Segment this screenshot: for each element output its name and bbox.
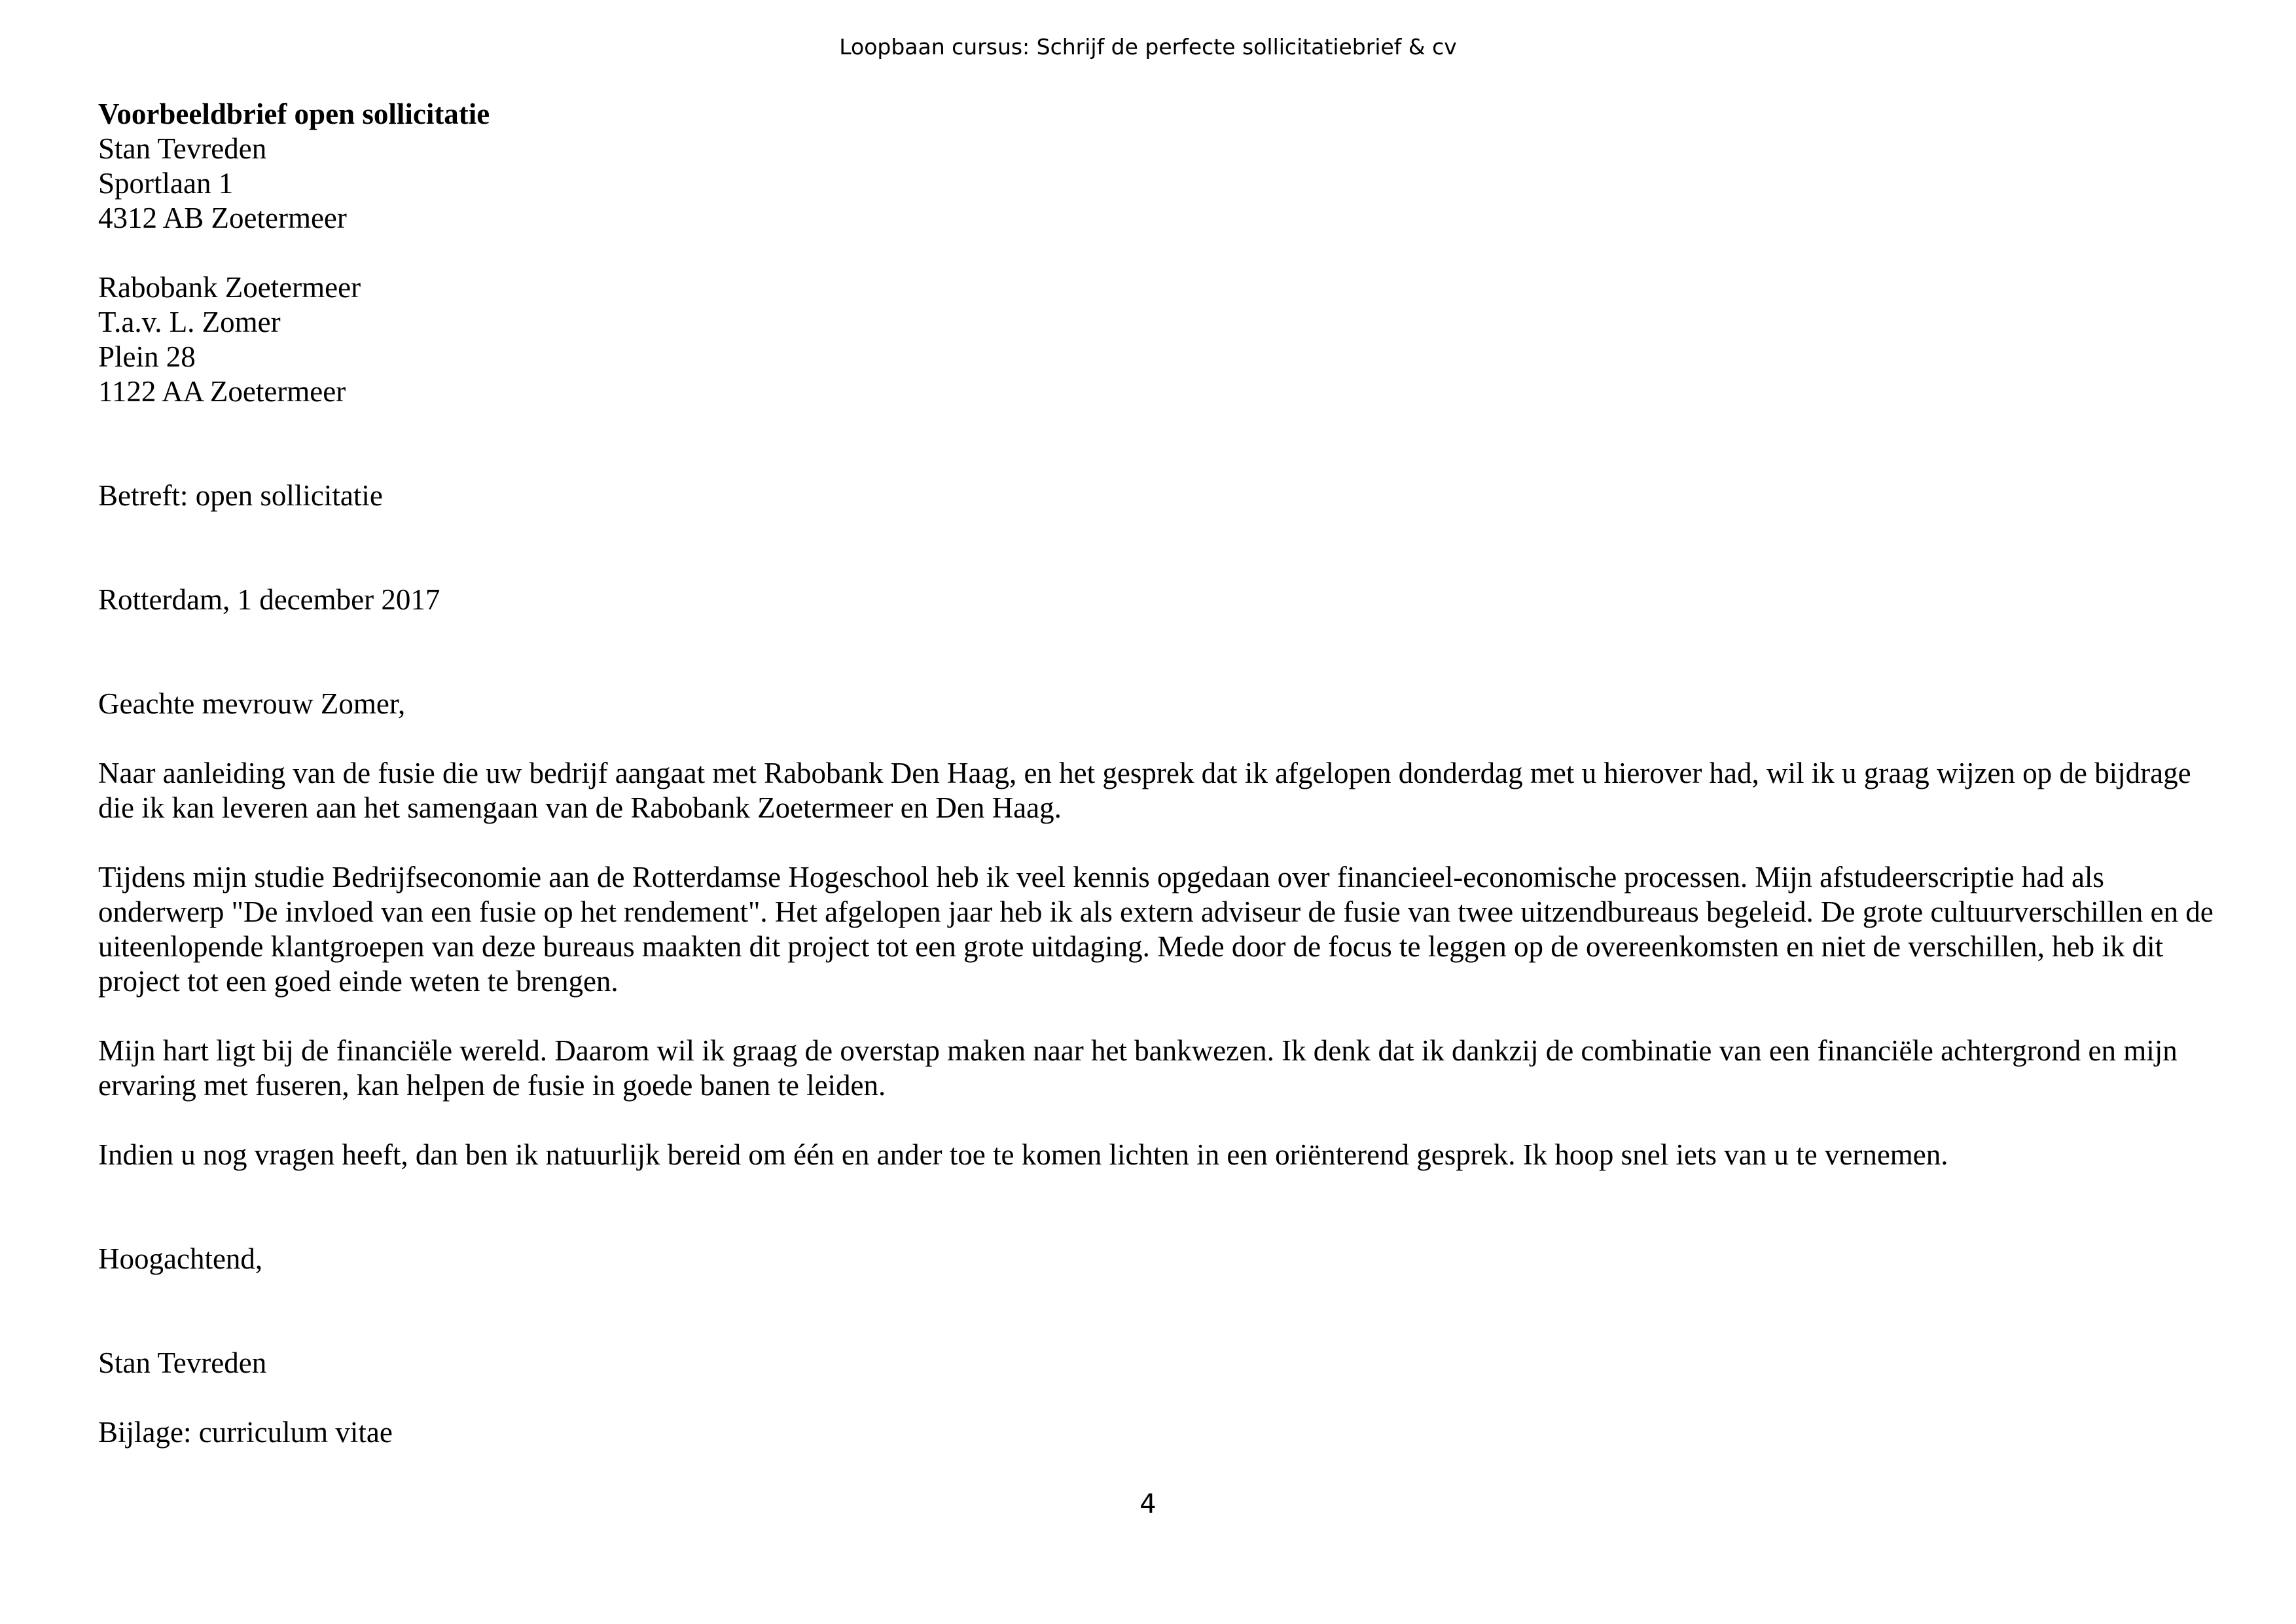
body-paragraph: Indien u nog vragen heeft, dan ben ik natuurlijk bereid om één en ander toe te komen lichten in een oriënterend gesprek. Ik hoop snel iets van u te vernemen. [98, 1138, 1948, 1171]
subject-line: Betreft: open sollicitatie [98, 479, 383, 512]
sender-postal-city: 4312 AB Zoetermeer [98, 202, 347, 234]
closing: Hoogachtend, [98, 1242, 263, 1275]
salutation: Geachte mevrouw Zomer, [98, 687, 406, 720]
page-number: 4 [1139, 1489, 1157, 1519]
body-paragraph: Tijdens mijn studie Bedrijfseconomie aan de Rotterdamse Hogeschool heb ik veel kennis opgedaan over financieel-economische processen. Mijn afstudeerscriptie had als onderwerp "De invloed van een fusie op het rendement". Het afgelopen jaar heb ik als extern adviseur de fusie van twee uitzendbureaus begeleid. De grote cultuurverschillen en de uiteenlopende klantgroepen van deze bureaus maakten dit project tot een grote uitdaging. Mede door de focus te leggen op de overeenkomsten en niet de verschillen, heb ik dit project tot een goed einde weten te brengen. [98, 861, 2214, 998]
place-date: Rotterdam, 1 december 2017 [98, 583, 440, 616]
body-paragraph: Naar aanleiding van de fusie die uw bedrijf aangaat met Rabobank Den Haag, en het gesprek dat ik afgelopen donderdag met u hierover had, wil ik u graag wijzen op de bijdrage die ik kan leveren aan het samengaan van de Rabobank Zoetermeer en Den Haag. [98, 757, 2191, 824]
enclosure-line: Bijlage: curriculum vitae [98, 1416, 393, 1449]
recipient-postal-city: 1122 AA Zoetermeer [98, 375, 346, 408]
sender-name: Stan Tevreden [98, 132, 267, 165]
document-title: Voorbeeldbrief open sollicitatie [98, 98, 490, 130]
recipient-address [98, 270, 2219, 409]
recipient-street: Plein 28 [98, 340, 196, 373]
letter-body [98, 97, 2219, 1450]
sender-address [98, 132, 2219, 236]
body-paragraph: Mijn hart ligt bij de financiële wereld. Daarom wil ik graag de overstap maken naar het bankwezen. Ik denk dat ik dankzij de combinatie van een financiële achtergrond en mijn ervaring met fuseren, kan helpen de fusie in goede banen te leiden. [98, 1034, 2178, 1102]
recipient-company: Rabobank Zoetermeer [98, 271, 361, 304]
running-header: Loopbaan cursus: Schrijf de perfecte sollicitatiebrief & cv [839, 34, 1457, 60]
sender-street: Sportlaan 1 [98, 167, 234, 200]
recipient-attention: T.a.v. L. Zomer [98, 306, 281, 338]
signature-name: Stan Tevreden [98, 1346, 267, 1379]
